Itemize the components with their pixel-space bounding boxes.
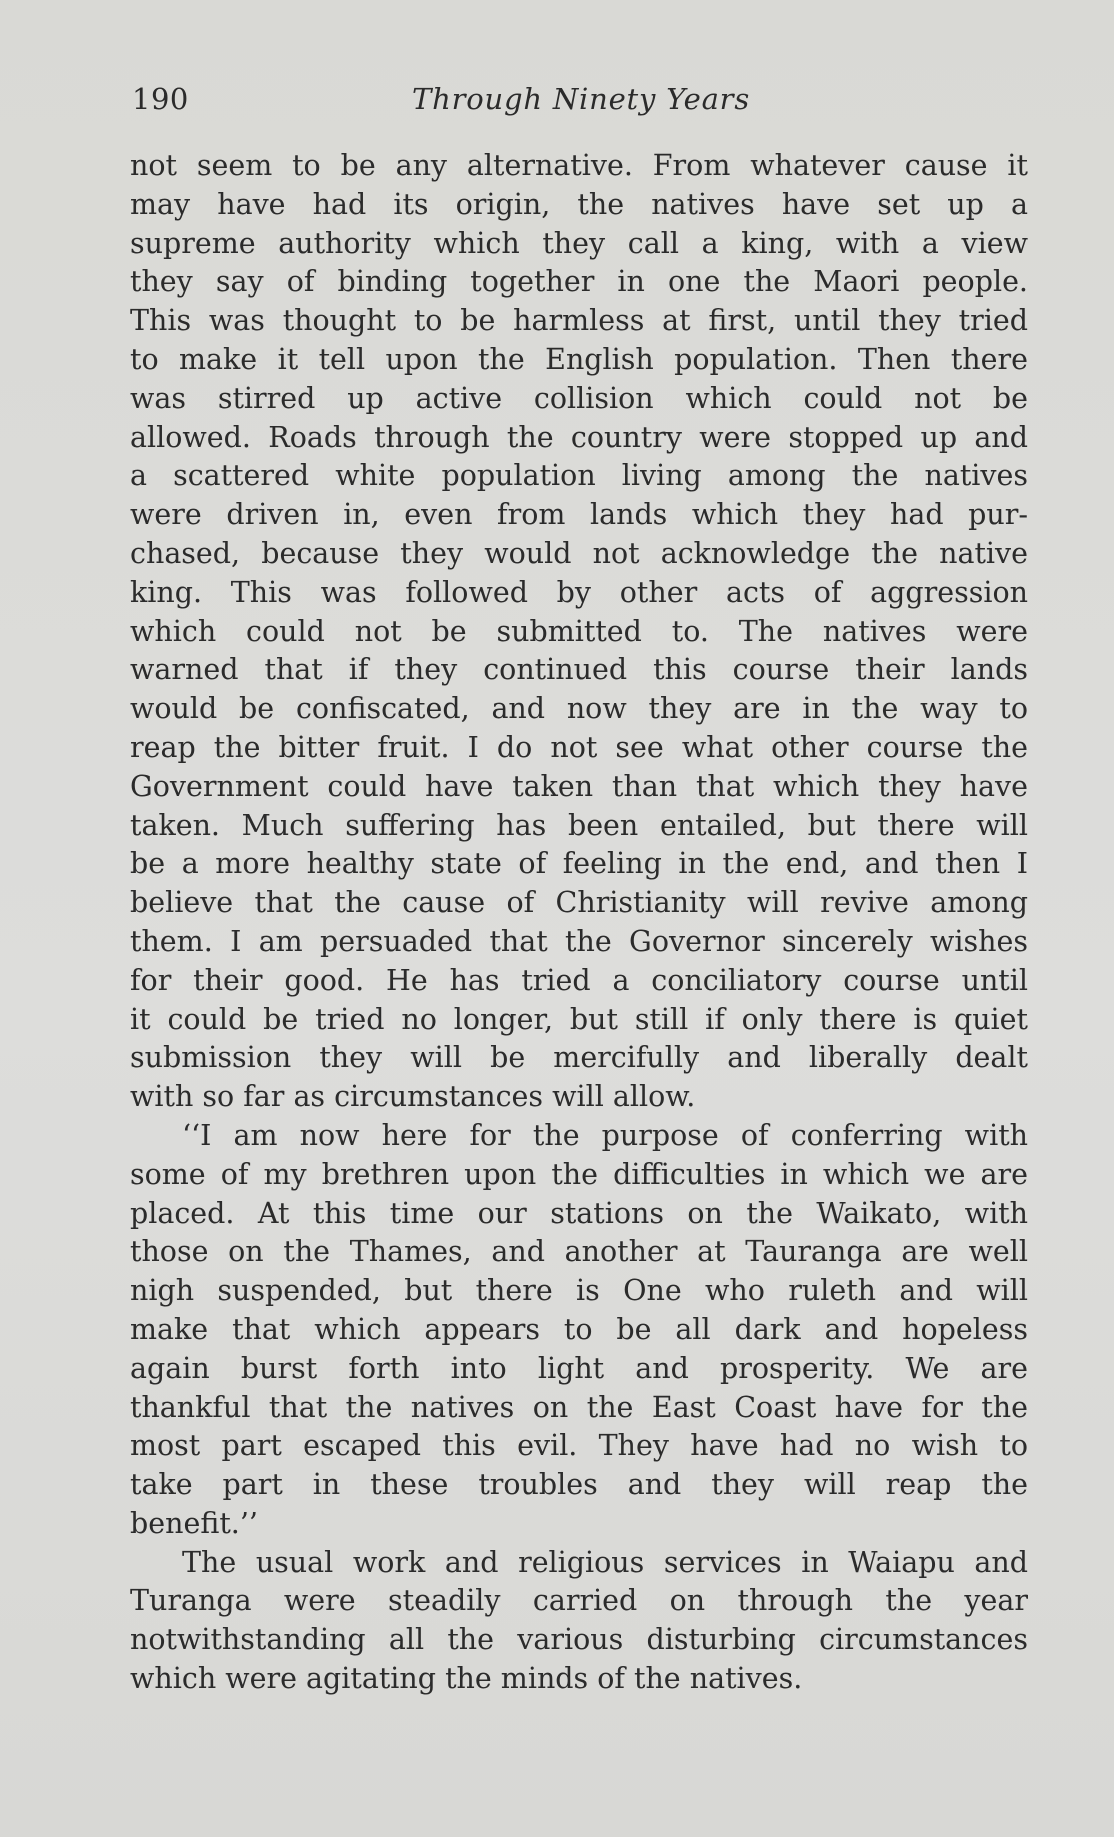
- text-line: those on the Thames, and another at Tauranga are well: [130, 1235, 1028, 1269]
- text-line: some of my brethren upon the difficulties in which we are: [130, 1157, 1028, 1191]
- page-header: [132, 82, 1030, 122]
- text-line: warned that if they continued this course their lands: [130, 653, 1028, 687]
- text-line: take part in these troubles and they will reap the: [130, 1468, 1028, 1502]
- paragraph-2: [130, 1117, 1028, 1544]
- text-line: thankful that the natives on the East Coast have for the: [130, 1390, 1028, 1424]
- text-line: make that which appears to be all dark and hopeless: [130, 1312, 1028, 1346]
- text-line: notwithstanding all the various disturbing circumstances: [130, 1623, 1028, 1657]
- text-line: a scattered white population living among the natives: [130, 459, 1028, 493]
- text-line: submission they will be mercifully and liberally dealt: [130, 1041, 1028, 1075]
- text-line: it could be tried no longer, but still if only there is quiet: [130, 1002, 1028, 1036]
- paragraph-1: [130, 147, 1028, 1117]
- text-line: which could not be submitted to. The natives were: [130, 614, 1028, 648]
- text-line: again burst forth into light and prosperity. We are: [130, 1351, 1028, 1385]
- text-line: king. This was followed by other acts of aggression: [130, 575, 1028, 609]
- text-line: Turanga were steadily carried on through the year: [130, 1584, 1028, 1618]
- text-line: Government could have taken than that which they have: [130, 769, 1028, 803]
- text-line: would be confiscated, and now they are in the way to: [130, 692, 1028, 726]
- text-line: The usual work and religious services in Waiapu and: [182, 1545, 1028, 1579]
- text-line: which were agitating the minds of the natives.: [130, 1662, 803, 1696]
- text-line: nigh suspended, but there is One who ruleth and will: [130, 1274, 1028, 1308]
- text-line: believe that the cause of Christianity will revive among: [130, 886, 1028, 920]
- text-line: they say of binding together in one the Maori people.: [130, 265, 1028, 299]
- text-line: supreme authority which they call a king, with a view: [130, 226, 1028, 260]
- text-line: taken. Much suffering has been entailed, but there will: [130, 808, 1028, 842]
- text-line: placed. At this time our stations on the Waikato, with: [130, 1196, 1028, 1230]
- text-line: This was thought to be harmless at first, until they tried: [130, 304, 1028, 338]
- text-line: not seem to be any alternative. From whatever cause it: [130, 149, 1028, 182]
- text-line: benefit.’’: [130, 1506, 258, 1540]
- text-line: to make it tell upon the English population. Then there: [130, 342, 1028, 376]
- text-line: with so far as circumstances will allow.: [130, 1080, 696, 1114]
- text-line: them. I am persuaded that the Governor sincerely wishes: [130, 924, 1028, 958]
- text-line: most part escaped this evil. They have had no wish to: [130, 1429, 1028, 1463]
- text-line: may have had its origin, the natives have set up a: [130, 187, 1028, 221]
- text-line: was stirred up active collision which could not be: [130, 381, 1028, 415]
- running-title: Through Ninety Years: [411, 82, 751, 116]
- paragraph-3: [130, 1544, 1028, 1699]
- page-number: 190: [132, 82, 189, 116]
- text-line: reap the bitter fruit. I do not see what other course the: [130, 730, 1028, 764]
- text-line: be a more healthy state of feeling in the end, and then I: [130, 847, 1028, 881]
- text-line: for their good. He has tried a conciliatory course until: [130, 963, 1028, 997]
- text-line: were driven in, even from lands which they had pur-: [130, 498, 1028, 532]
- text-line: ‘‘I am now here for the purpose of conferring with: [182, 1118, 1028, 1152]
- text-line: chased, because they would not acknowledge the native: [130, 536, 1028, 570]
- body-text: [130, 147, 1028, 1699]
- text-line: allowed. Roads through the country were stopped up and: [130, 420, 1028, 454]
